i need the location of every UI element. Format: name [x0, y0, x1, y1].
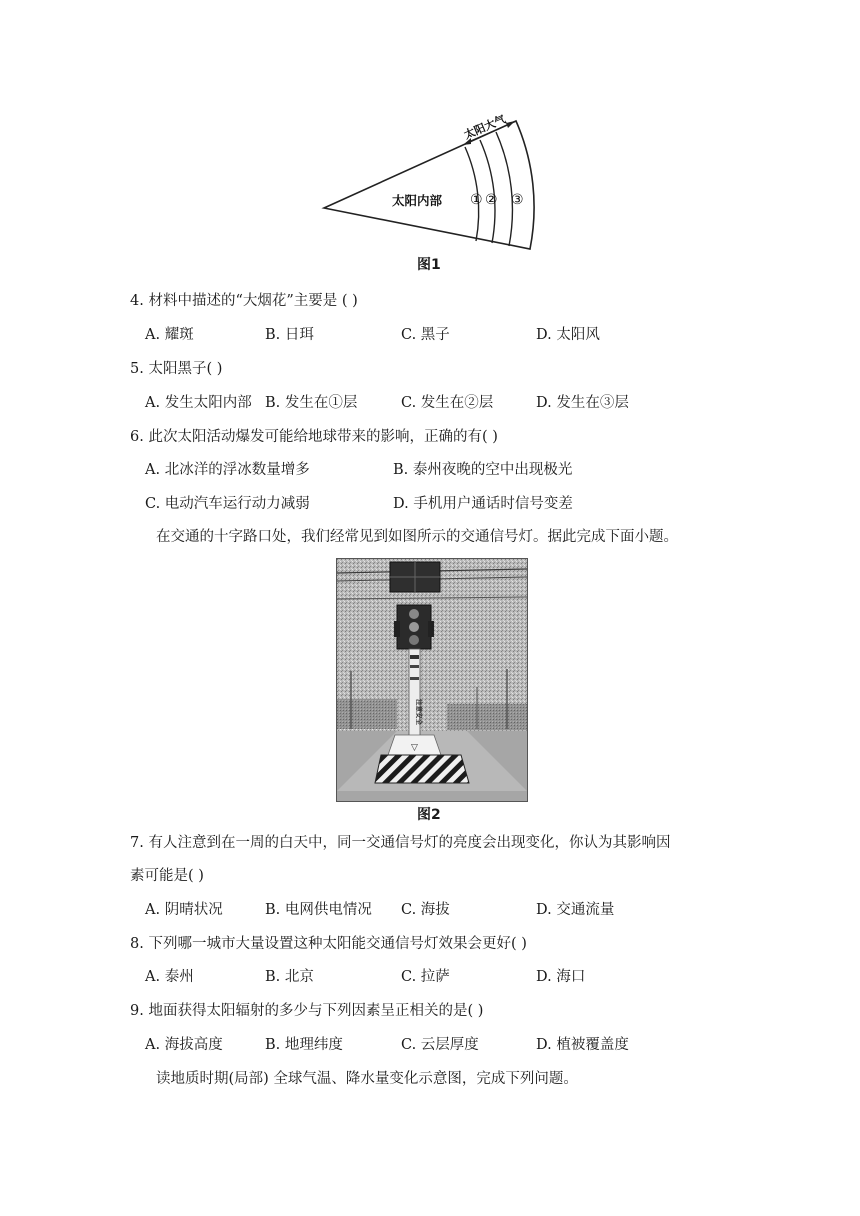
q5-option-b: B. 发生在①层 [265, 395, 358, 411]
question-7-stem-line2: 素可能是( ) [130, 868, 204, 884]
q9-option-d: D. 植被覆盖度 [536, 1037, 629, 1053]
q8-option-d: D. 海口 [536, 969, 586, 985]
label-layer-3: ③ [511, 192, 524, 208]
question-6-stem: 6. 此次太阳活动爆发可能给地球带来的影响，正确的有( ) [130, 429, 498, 445]
question-4-stem: 4. 材料中描述的“大烟花”主要是 ( ) [130, 293, 358, 309]
q4-option-d: D. 太阳风 [536, 327, 600, 343]
svg-text:▽: ▽ [411, 743, 418, 753]
q5-option-c: C. 发生在②层 [401, 395, 494, 411]
q6-option-d: D. 手机用户通话时信号变差 [393, 496, 573, 512]
q5-option-a: A. 发生太阳内部 [145, 395, 252, 411]
solar-structure-diagram [316, 113, 546, 253]
figure1-caption: 图1 [417, 257, 441, 273]
label-layer-1: ① [470, 192, 483, 208]
q4-option-a: A. 耀斑 [145, 327, 194, 343]
solar-structure-svg [316, 113, 546, 253]
q9-option-b: B. 地理纬度 [265, 1037, 343, 1053]
label-layer-2: ② [485, 192, 498, 208]
q8-option-c: C. 拉萨 [401, 969, 450, 985]
q8-option-b: B. 北京 [265, 969, 314, 985]
question-5-stem: 5. 太阳黑子( ) [130, 361, 223, 377]
q6-option-a: A. 北冰洋的浮冰数量增多 [145, 462, 310, 478]
question-9-stem: 9. 地面获得太阳辐射的多少与下列因素呈正相关的是( ) [130, 1003, 484, 1019]
question-7-stem-line1: 7. 有人注意到在一周的白天中，同一交通信号灯的亮度会出现变化，你认为其影响因 [130, 835, 671, 851]
q6-option-b: B. 泰州夜晚的空中出现极光 [393, 462, 573, 478]
traffic-light-intro: 在交通的十字路口处，我们经常见到如图所示的交通信号灯。据此完成下面小题。 [156, 529, 678, 545]
traffic-light-photo [336, 558, 528, 802]
q9-option-c: C. 云层厚度 [401, 1037, 479, 1053]
label-solar-interior: 太阳内部 [392, 193, 443, 208]
pole-sign-text: 注意安全 [415, 699, 423, 725]
q7-option-d: D. 交通流量 [536, 902, 615, 918]
q7-option-b: B. 电网供电情况 [265, 902, 372, 918]
q4-option-c: C. 黑子 [401, 327, 450, 343]
q4-option-b: B. 日珥 [265, 327, 314, 343]
label-solar-atmosphere: 太阳大气 [462, 113, 508, 142]
q7-option-c: C. 海拔 [401, 902, 450, 918]
q8-option-a: A. 泰州 [145, 969, 194, 985]
q6-option-c: C. 电动汽车运行动力减弱 [145, 496, 310, 512]
sector-outline [324, 121, 534, 249]
geologic-climate-intro: 读地质时期(局部) 全球气温、降水量变化示意图，完成下列问题。 [156, 1071, 578, 1087]
traffic-light-svg [337, 559, 527, 801]
q9-option-a: A. 海拔高度 [145, 1037, 223, 1053]
figure2-caption: 图2 [417, 807, 441, 823]
layer-boundary-3 [496, 132, 512, 246]
question-8-stem: 8. 下列哪一城市大量设置这种太阳能交通信号灯效果会更好( ) [130, 936, 527, 952]
q5-option-d: D. 发生在③层 [536, 395, 629, 411]
q7-option-a: A. 阴晴状况 [145, 902, 223, 918]
